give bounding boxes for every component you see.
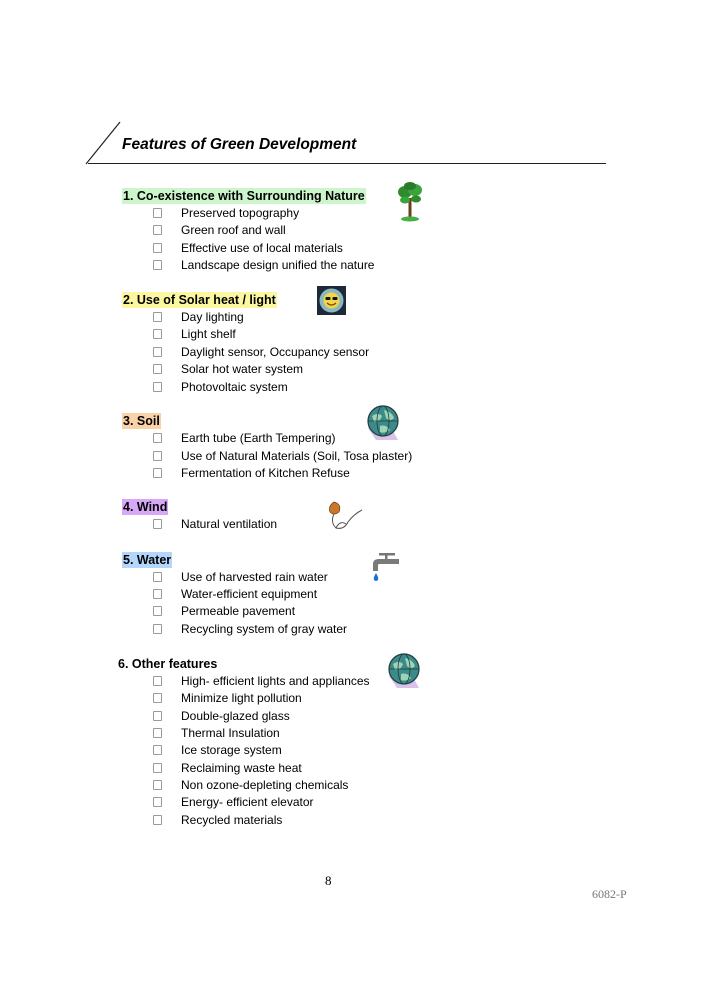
checkbox-bullet — [153, 519, 162, 529]
list-item-text: Green roof and wall — [181, 223, 286, 237]
list-item — [153, 690, 302, 707]
list-item — [153, 379, 288, 396]
checkbox-bullet — [153, 451, 162, 461]
section-heading: 5. Water — [123, 553, 172, 567]
list-item — [153, 603, 295, 620]
list-item — [153, 708, 290, 725]
globe-icon — [385, 652, 423, 690]
list-item-text: Double-glazed glass — [181, 709, 290, 723]
checkbox-bullet — [153, 745, 162, 755]
list-item-text: Recycling system of gray water — [181, 622, 348, 636]
checkbox-bullet — [153, 208, 162, 218]
section-heading: 6. Other features — [118, 657, 218, 671]
checkbox-bullet — [153, 243, 162, 253]
list-item-text: Energy- efficient elevator — [181, 795, 314, 809]
checkbox-bullet — [153, 676, 162, 686]
checkbox-bullet — [153, 312, 162, 322]
list-item-text: Use of Natural Materials (Soil, Tosa plaster) — [181, 449, 413, 463]
checkbox-bullet — [153, 433, 162, 443]
title-slash-decoration — [84, 120, 124, 166]
list-item-text: Thermal Insulation — [181, 726, 280, 740]
list-item-text: Earth tube (Earth Tempering) — [181, 431, 336, 445]
title-block — [84, 120, 606, 166]
list-item — [153, 205, 299, 222]
title-rule — [88, 163, 606, 164]
list-item-text: Day lighting — [181, 310, 244, 324]
list-item-text: Natural ventilation — [181, 517, 278, 531]
checkbox-bullet — [153, 364, 162, 374]
list-item-text: Landscape design unified the nature — [181, 258, 375, 272]
checkbox-bullet — [153, 589, 162, 599]
document-code: 6082-P — [592, 887, 627, 901]
checkbox-bullet — [153, 693, 162, 703]
list-item — [153, 361, 303, 378]
list-item-text: Recycled materials — [181, 813, 283, 827]
list-item-text: Reclaiming waste heat — [181, 761, 302, 775]
list-item-text: Fermentation of Kitchen Refuse — [181, 466, 350, 480]
list-item — [153, 742, 282, 759]
list-item-text: Non ozone-depleting chemicals — [181, 778, 349, 792]
list-item-text: Permeable pavement — [181, 604, 296, 618]
list-item — [153, 794, 314, 811]
list-item — [153, 673, 370, 690]
section-heading: 1. Co-existence with Surrounding Nature — [123, 189, 365, 203]
list-item — [153, 465, 350, 482]
list-item — [153, 760, 302, 777]
checkbox-bullet — [153, 260, 162, 270]
checkbox-bullet — [153, 815, 162, 825]
list-item — [153, 344, 369, 361]
section-heading: 3. Soil — [123, 414, 160, 428]
list-item — [153, 257, 374, 274]
list-item-text: High- efficient lights and appliances — [181, 674, 370, 688]
checkbox-bullet — [153, 780, 162, 790]
checkbox-bullet — [153, 728, 162, 738]
checkbox-bullet — [153, 347, 162, 357]
list-item — [153, 309, 244, 326]
checkbox-bullet — [153, 624, 162, 634]
list-item — [153, 516, 277, 533]
page-number: 8 — [325, 873, 332, 888]
checkbox-bullet — [153, 797, 162, 807]
list-item — [153, 621, 347, 638]
list-item — [153, 569, 328, 586]
checkbox-bullet — [153, 329, 162, 339]
list-item — [153, 812, 282, 829]
list-item-text: Water-efficient equipment — [181, 587, 318, 601]
tree-icon — [396, 182, 424, 222]
checkbox-bullet — [153, 225, 162, 235]
list-item-text: Daylight sensor, Occupancy sensor — [181, 345, 370, 359]
page-title: Features of Green Development — [122, 136, 357, 153]
list-item-text: Solar hot water system — [181, 362, 304, 376]
leaf-wind-icon — [326, 500, 364, 534]
list-item-text: Effective use of local materials — [181, 241, 343, 255]
list-item — [153, 448, 412, 465]
list-item-text: Photovoltaic system — [181, 380, 288, 394]
globe-icon — [364, 404, 402, 442]
section-heading: 2. Use of Solar heat / light — [123, 293, 276, 307]
list-item-text: Light shelf — [181, 327, 236, 341]
list-item-text: Ice storage system — [181, 743, 282, 757]
checkbox-bullet — [153, 468, 162, 478]
list-item — [153, 586, 317, 603]
section-heading: 4. Wind — [123, 500, 168, 514]
list-item — [153, 326, 236, 343]
checkbox-bullet — [153, 711, 162, 721]
checkbox-bullet — [153, 763, 162, 773]
checkbox-bullet — [153, 606, 162, 616]
list-item-text: Minimize light pollution — [181, 691, 302, 705]
sun-icon — [317, 286, 346, 315]
list-item — [153, 430, 336, 447]
list-item — [153, 777, 348, 794]
checkbox-bullet — [153, 572, 162, 582]
checkbox-bullet — [153, 382, 162, 392]
list-item — [153, 222, 286, 239]
list-item — [153, 240, 343, 257]
list-item-text: Preserved topography — [181, 206, 300, 220]
list-item-text: Use of harvested rain water — [181, 570, 328, 584]
faucet-icon — [369, 551, 401, 583]
list-item — [153, 725, 280, 742]
